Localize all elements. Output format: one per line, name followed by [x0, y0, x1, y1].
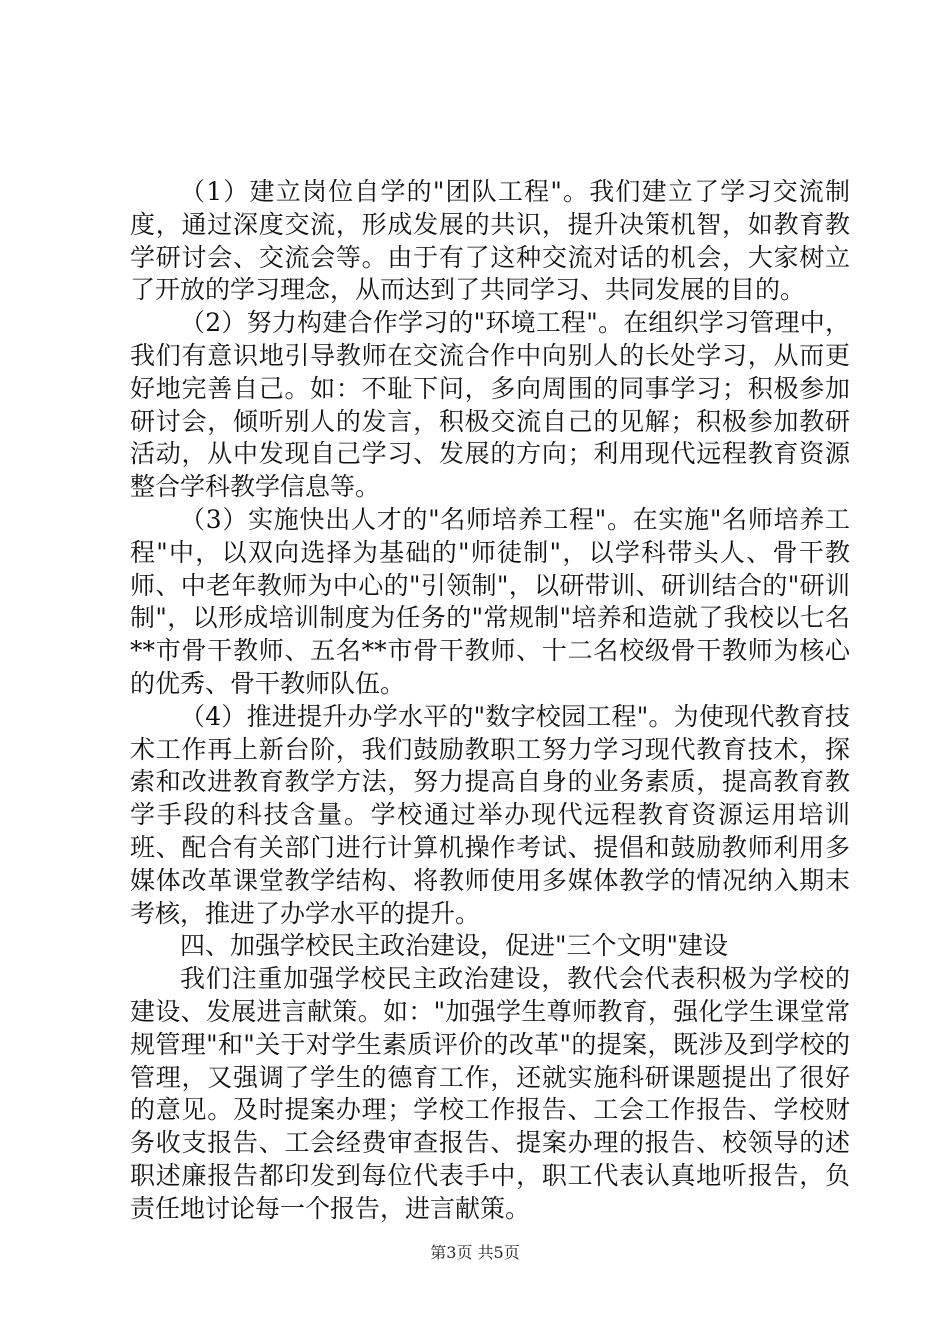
- paragraph-famous-teacher-project: （3）实施快出人才的"名师培养工程"。在实施"名师培养工程"中，以双向选择为基础的"师徒制"，以学科带头人、骨干教师、中老年教师为中心的"引领制"，以研带训、研训结合的"研训制"，以形成培训制度为任务的"常规制"培养和造就了我校以七名**市骨干教师、五名**市骨干教师、十二名校级骨干教师为核心的优秀、骨干教师队伍。: [130, 504, 850, 698]
- paragraph-digital-campus-project: （4）推进提升办学水平的"数字校园工程"。为使现代教育技术工作再上新台阶，我们鼓励教职工努力学习现代教育技术，探索和改进教育教学方法，努力提高自身的业务素质，提高教育教学手段的科技含量。学校通过举办现代远程教育资源运用培训班、配合有关部门进行计算机操作考试、提倡和鼓励教师利用多媒体改革课堂教学结构、将教师使用多媒体教学的情况纳入期末考核，推进了办学水平的提升。: [130, 701, 850, 928]
- section-heading-democratic-politics: 四、加强学校民主政治建设，促进"三个文明"建设: [180, 931, 728, 961]
- page-number-footer: 第3页 共5页: [430, 1243, 520, 1262]
- paragraph-environment-project: （2）努力构建合作学习的"环境工程"。在组织学习管理中，我们有意识地引导教师在交流合作中向别人的长处学习，从而更好地完善自己。如：不耻下问，多向周围的同事学习；积极参加研讨会，倾听别人的发言，积极交流自己的见解；积极参加教研活动，从中发现自己学习、发展的方向；利用现代远程教育资源整合学科教学信息等。: [130, 308, 850, 502]
- paragraph-democratic-politics: 我们注重加强学校民主政治建设，教代会代表积极为学校的建设、发展进言献策。如："加强学生尊师教育，强化学生课堂常规管理"和"关于对学生素质评价的改革"的提案，既涉及到学校的管理，又强调了学生的德育工作，还就实施科研课题提出了很好的意见。及时提案办理；学校工作报告、工会工作报告、学校财务收支报告、工会经费审查报告、提案办理的报告、校领导的述职述廉报告都印发到每位代表手中，职工代表认真地听报告，负责任地讨论每一个报告，进言献策。: [130, 964, 850, 1223]
- document-body: [130, 176, 850, 1226]
- paragraph-team-project: （1）建立岗位自学的"团队工程"。我们建立了学习交流制度，通过深度交流，形成发展的共识，提升决策机智，如教育教学研讨会、交流会等。由于有了这种交流对话的机会，大家树立了开放的学习理念，从而达到了共同学习、共同发展的目的。: [130, 177, 850, 305]
